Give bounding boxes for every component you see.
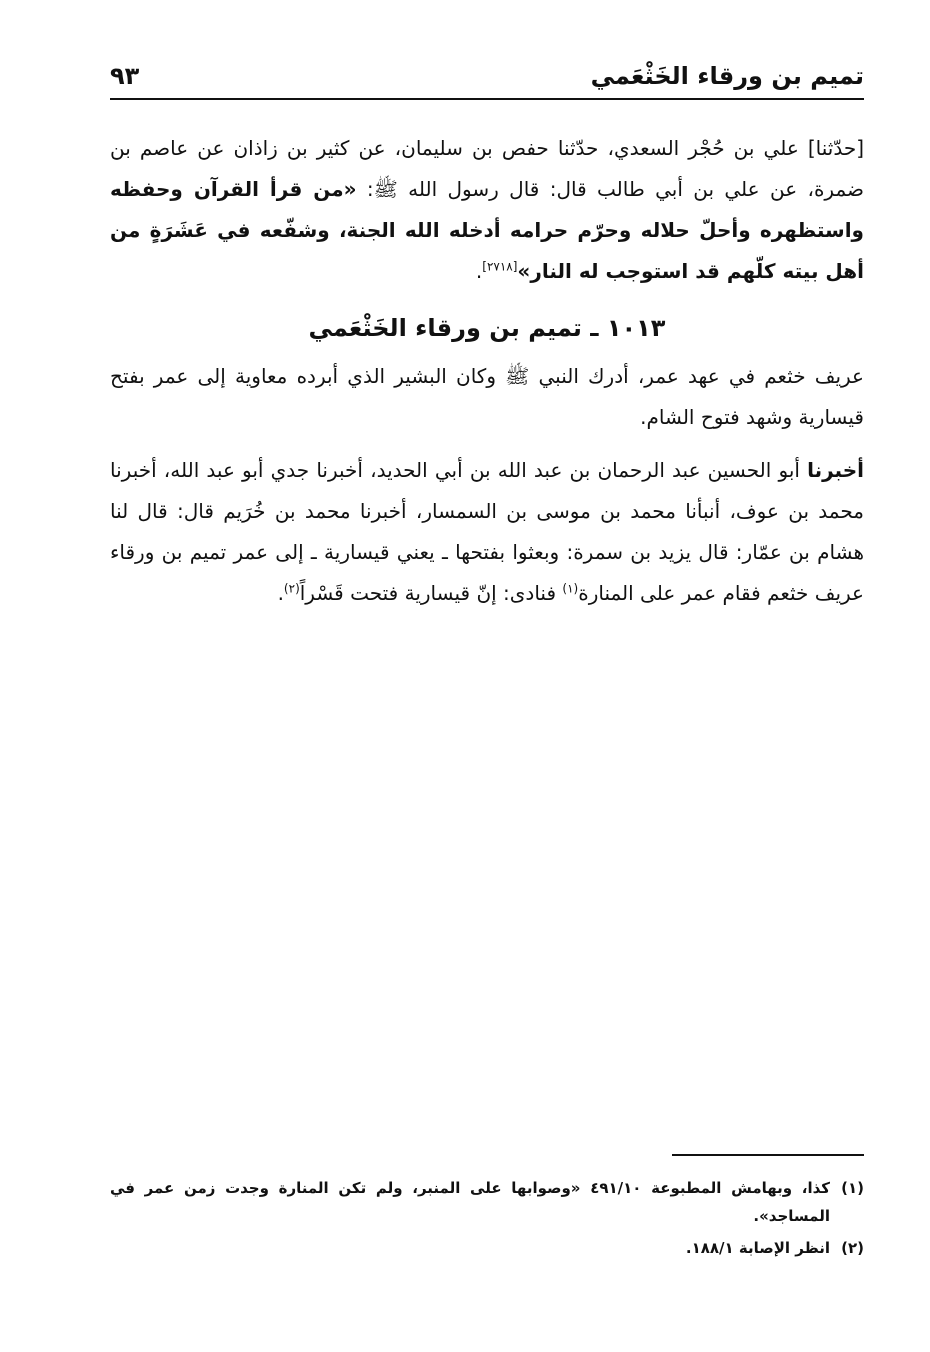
narration-2-text-2: فنادى: إنّ قيسارية فتحت قَسْراً: [299, 581, 563, 605]
footnote-ref-2: (٢): [283, 581, 300, 596]
running-header-title: تميم بن ورقاء الخَثْعَمي: [590, 62, 864, 90]
narration-1-end: .: [475, 259, 483, 283]
entry-biography: عريف خثعم في عهد عمر، أدرك النبي ﷺ وكان البشير الذي أبرده معاوية إلى عمر بفتح قيسارية وشهد فتوح الشام.: [110, 364, 864, 429]
footnote-marker: (١): [841, 1179, 864, 1197]
hadith-narration-1: [110, 128, 864, 292]
footnote-ref-1: (١): [562, 581, 579, 596]
header-rule: [110, 98, 864, 100]
footnote-text: انظر الإصابة ١٨٨/١.: [685, 1239, 830, 1257]
narration-2-end: .: [277, 581, 284, 605]
footnotes: [110, 1174, 864, 1266]
narration-2-lead: أخبرنا: [807, 458, 864, 482]
footnote-marker: (٢): [841, 1239, 864, 1257]
hadith-narration-2: [110, 450, 864, 614]
footnote-item: [110, 1234, 864, 1262]
narration-1-matn: «من قرأ القرآن وحفظه واستظهره وأحلّ حلاله وحرّم حرامه أدخله الله الجنة، وشفّعه في عَشَرَةٍ من أهل بيته كلّهم قد استوجب له النار»: [110, 177, 864, 283]
narration-1-reference: [٢٧١٨]: [482, 259, 518, 274]
narration-1-chain: [حدّثنا] علي بن حُجْر السعدي، حدّثنا حفص بن سليمان، عن كثير بن زاذان عن عاصم بن ضمرة، عن علي بن أبي طالب قال: قال رسول الله ﷺ:: [110, 136, 864, 201]
footnote-item: [110, 1174, 864, 1230]
running-header: [110, 58, 864, 98]
footnote-text: كذا، وبهامش المطبوعة ٤٩١/١٠ «وصوابها على المنبر، ولم تكن المنارة وجدت زمن عمر في المساجد».: [110, 1179, 830, 1225]
entry-heading: ١٠١٣ ـ تميم بن ورقاء الخَثْعَمي: [308, 314, 666, 342]
footnote-rule: [672, 1154, 864, 1156]
page-number: ٩٣: [110, 62, 140, 90]
narration-2-text-1: أبو الحسين عبد الرحمان بن عبد الله بن أبي الحديد، أخبرنا جدي أبو عبد الله، أخبرنا محمد بن عوف، أنبأنا محمد بن موسى بن السمسار، أخبرنا محمد بن خُرَيم قال: قال لنا هشام بن عمّار: قال يزيد بن سمرة: وبعثوا بفتحها ـ يعني قيسارية ـ إلى عمر تميم بن ورقاء عريف خثعم فقام عمر على المنارة: [110, 458, 864, 605]
